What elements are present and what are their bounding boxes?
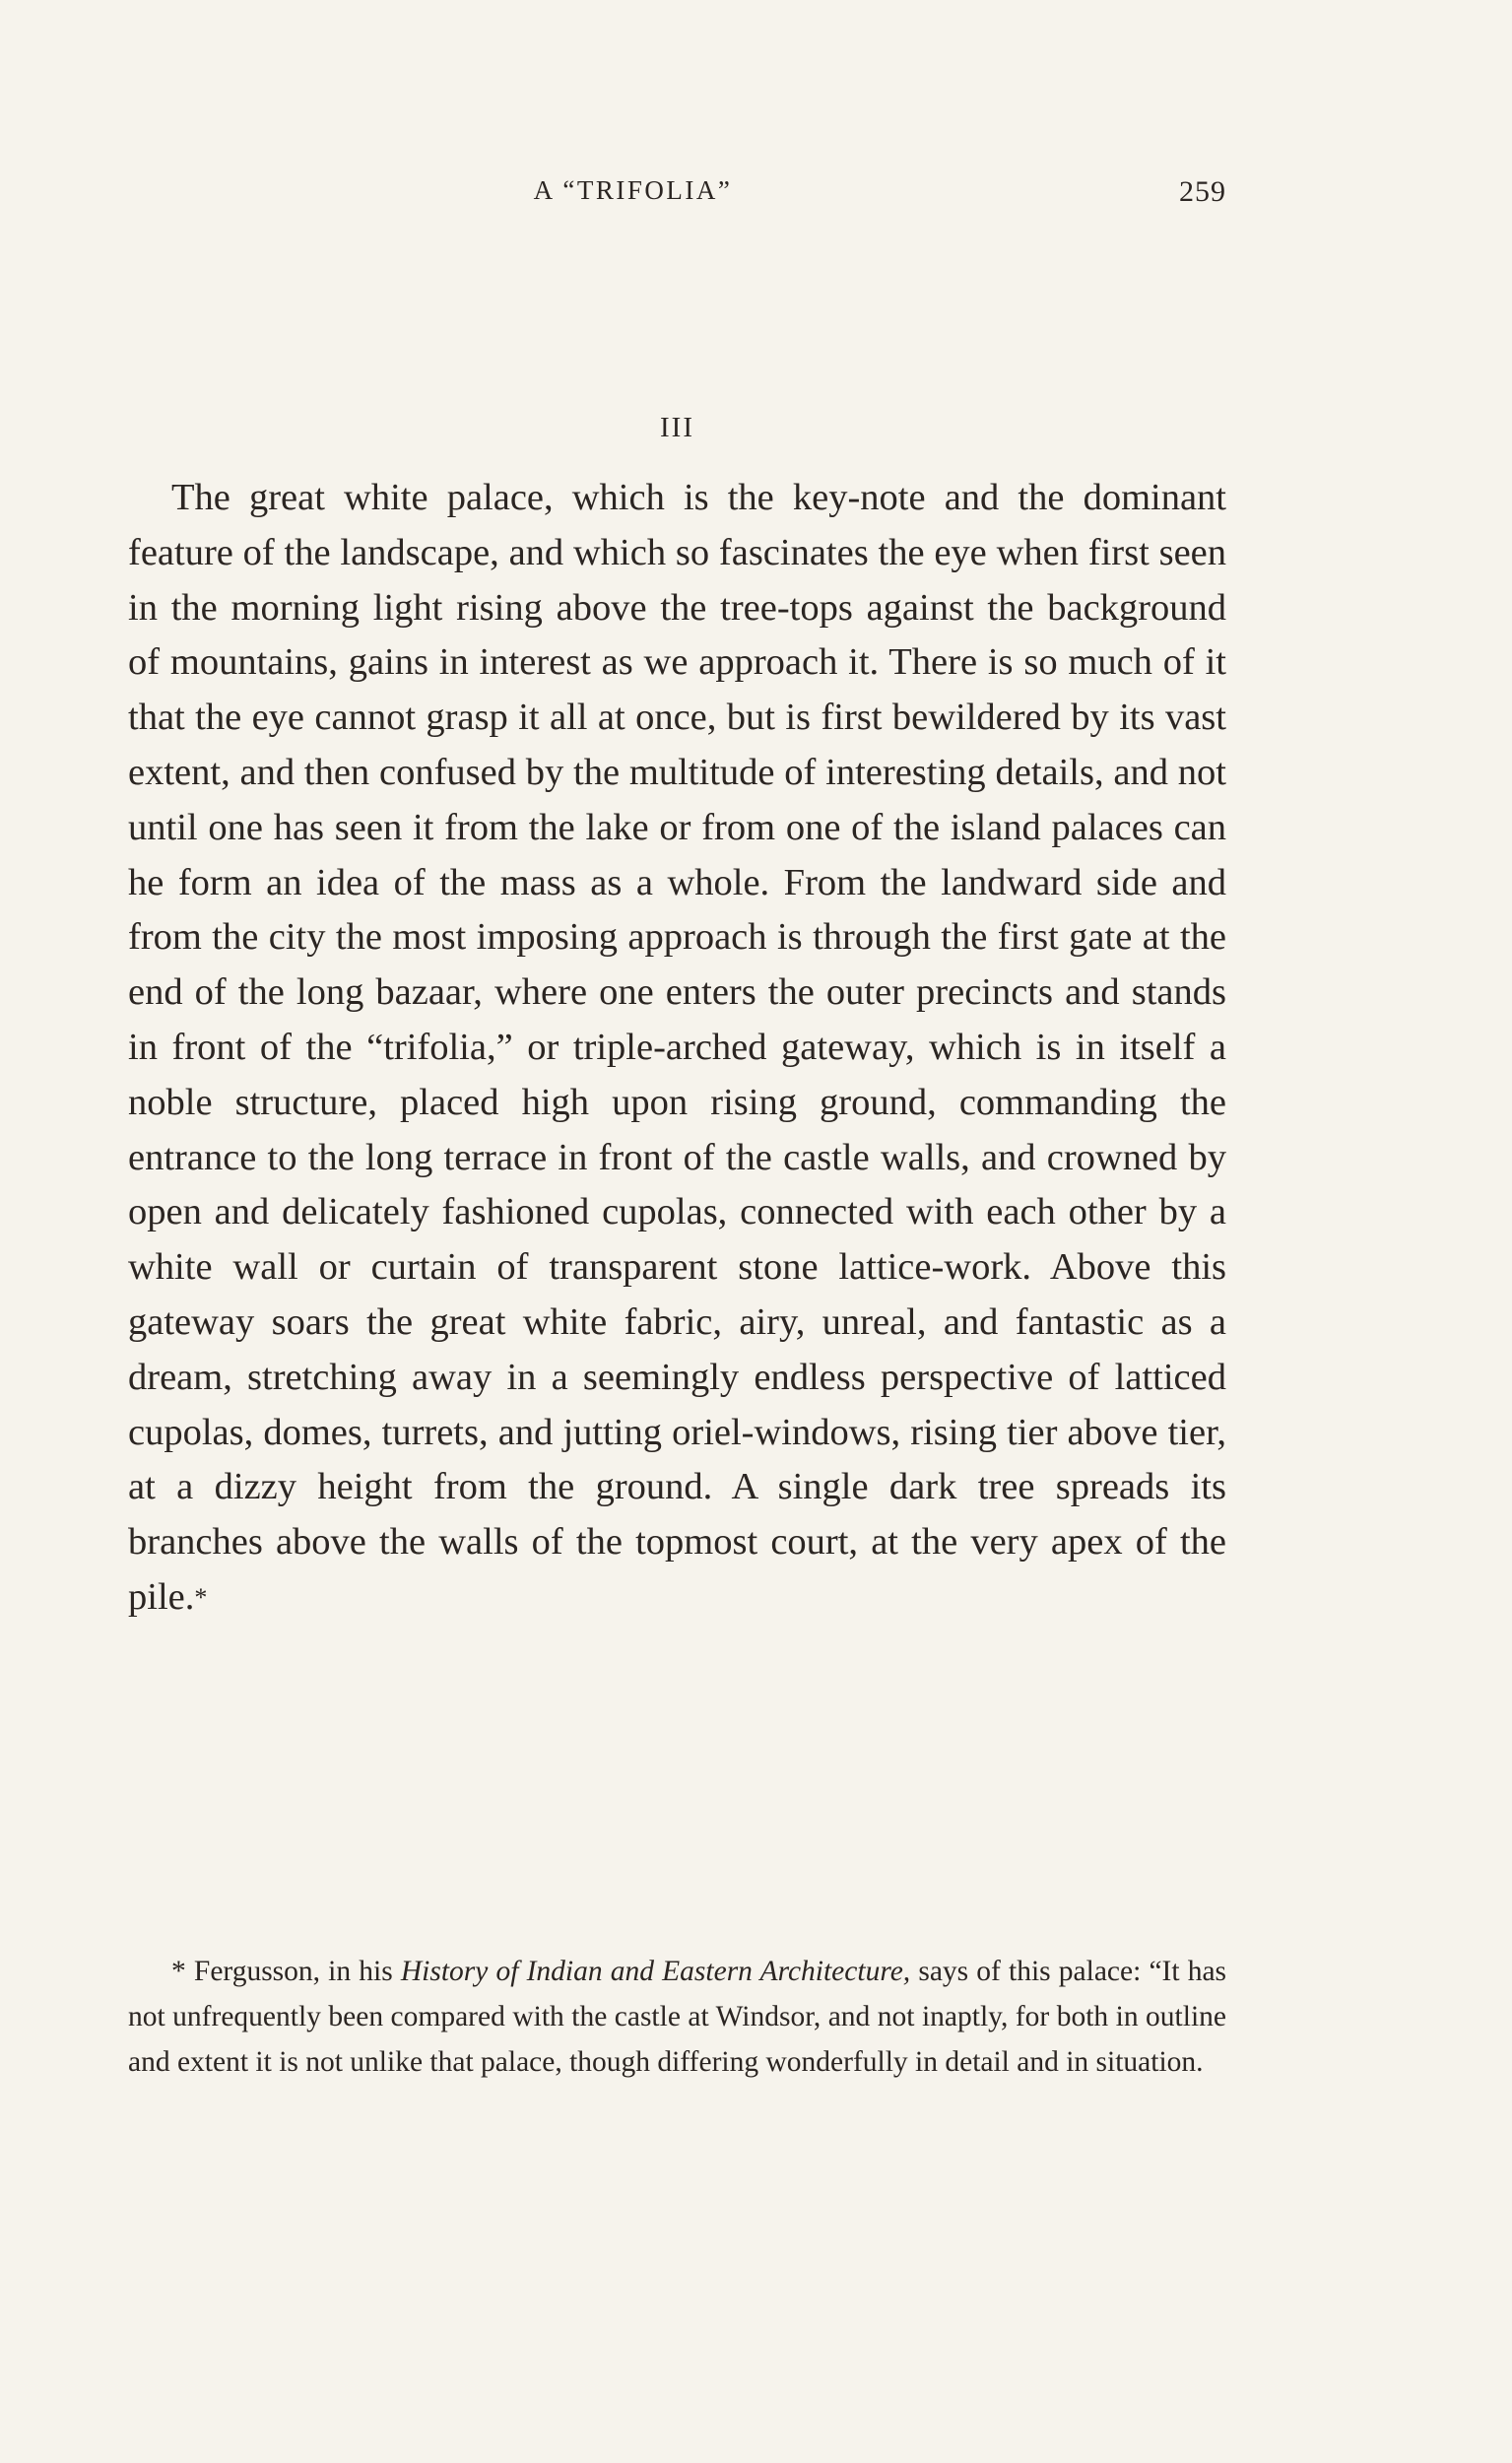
section-number: III — [660, 412, 694, 443]
page-number: 259 — [1179, 175, 1226, 208]
footnote — [128, 1949, 1226, 2085]
footnote-marker: * — [171, 1956, 186, 1987]
footnote-book-title: History of Indian and Eastern Architecture, — [400, 1956, 911, 1987]
body-paragraph-text: The great white palace, which is the key-note and the dominant feature of the landscape, and which so fascinates the eye when first seen in the morning light rising above the tree-tops against the background of mountains, gains in interest as we approach it. There is so much of it that the eye cannot grasp it all at once, but is first bewildered by its vast extent, and then confused by the multitude of interesting details, and not until one has seen it from the lake or from one of the island palaces can he form an idea of the mass as a whole. From the landward side and from the city the most imposing approach is through the first gate at the end of the long bazaar, where one enters the outer precincts and stands in front of the “trifolia,” or triple-arched gateway, which is in itself a noble structure, placed high upon rising ground, commanding the entrance to the long terrace in front of the castle walls, and crowned by open and delicately fashioned cupolas, connected with each other by a white wall or curtain of transparent stone lattice-work. Above this gateway soars the great white fabric, airy, unreal, and fantastic as a dream, stretching away in a seemingly endless perspective of latticed cupolas, domes, turrets, and jutting oriel-windows, rising tier above tier, at a dizzy height from the ground. A single dark tree spreads its branches above the walls of the topmost court, at the very apex of the pile. — [128, 477, 1226, 1618]
body-paragraph — [128, 471, 1226, 1626]
running-head — [128, 175, 1226, 215]
running-title: A “TRIFOLIA” — [533, 175, 733, 205]
footnote-reference: * — [194, 1582, 208, 1612]
footnote-lead: Fergusson, in his — [193, 1956, 393, 1987]
footnote-text: says of this palace: “It has not unfrequently been compared with the castle at Windsor, and not inaptly, for both in outline and extent it is not unlike that palace, though differing wonderfully in detail and in situation. — [128, 1956, 1227, 2078]
